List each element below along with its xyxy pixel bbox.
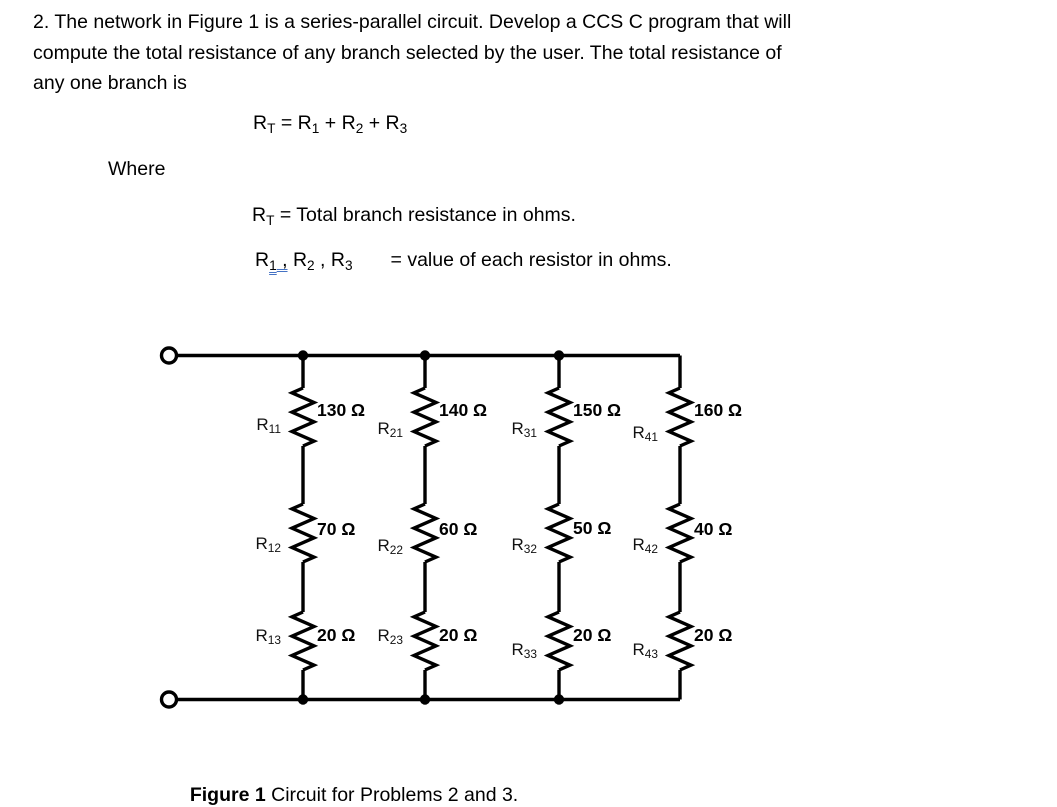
resistor-value-R22: 60 Ω <box>439 519 478 539</box>
resistor-zigzag-3-3 <box>548 612 570 670</box>
math-subscript: 1 <box>269 257 277 273</box>
resistor-zigzag-4-1 <box>669 388 691 446</box>
resistor-zigzag-1-2 <box>292 504 314 562</box>
resistor-name-R22 <box>341 536 403 556</box>
math-base: R <box>341 112 356 134</box>
resistor-ref-subscript: 41 <box>644 430 658 445</box>
resistor-ref-subscript: 31 <box>523 426 537 441</box>
junction-dot-top-2 <box>420 350 430 360</box>
resistor-name-R32 <box>475 535 537 555</box>
resistor-zigzag-1-3 <box>292 612 314 670</box>
resistor-value-R41: 160 Ω <box>694 400 743 420</box>
resistor-value-R23: 20 Ω <box>439 625 478 645</box>
math-text: , <box>276 249 288 271</box>
resistor-ref: R <box>255 534 268 553</box>
resistor-ref-subscript: 13 <box>267 633 281 648</box>
resistor-ref-subscript: 12 <box>267 541 281 556</box>
resistor-zigzag-2-1 <box>414 388 436 446</box>
math-base: R <box>330 249 345 271</box>
math-base: R <box>255 249 270 271</box>
resistor-zigzag-2-2 <box>414 504 436 562</box>
resistor-value-R21: 140 Ω <box>439 400 488 420</box>
resistor-value-R31: 150 Ω <box>573 400 622 420</box>
problem-line-1: 2. The network in Figure 1 is a series-parallel circuit. Develop a CCS C program that will <box>33 11 792 33</box>
math-subscript: 1 <box>311 120 320 136</box>
resistor-zigzag-3-1 <box>548 388 570 446</box>
resistor-name-R31 <box>475 419 537 439</box>
resistor-value-R13: 20 Ω <box>317 625 356 645</box>
resistor-value-R12: 70 Ω <box>317 519 356 539</box>
problem-line-2: compute the total resistance of any branch selected by the user. The total resistance of <box>33 41 782 64</box>
math-text: + <box>363 112 386 134</box>
resistor-ref-subscript: 42 <box>644 542 658 557</box>
junction-dot-bottom-2 <box>420 694 430 704</box>
math-text: , <box>314 249 331 271</box>
resistor-name-R13 <box>219 626 281 646</box>
resistor-ref: R <box>632 640 645 659</box>
math-text: = <box>275 112 298 134</box>
math-base: R <box>252 204 267 226</box>
resistor-value-R33: 20 Ω <box>573 625 612 645</box>
resistor-ref: R <box>255 626 268 645</box>
where-label: Where <box>108 158 166 180</box>
resistor-name-R42 <box>596 535 658 555</box>
math-base: R <box>297 112 312 134</box>
math-subscript: T <box>266 212 275 228</box>
resistor-ref: R <box>377 536 390 555</box>
resistor-zigzag-4-2 <box>669 504 691 562</box>
resistor-ref: R <box>377 419 390 438</box>
math-text: = value of each resistor in ohms. <box>352 249 672 271</box>
math-subscript: 2 <box>307 257 315 273</box>
junction-dot-bottom-1 <box>298 694 308 704</box>
resistor-value-R43: 20 Ω <box>694 625 733 645</box>
junction-dot-bottom-3 <box>554 694 564 704</box>
resistor-ref: R <box>511 535 524 554</box>
resistor-ref-subscript: 32 <box>523 542 537 557</box>
junction-dot-top-3 <box>554 350 564 360</box>
problem-line-3: any one branch is <box>33 72 187 94</box>
resistor-ref: R <box>632 423 645 442</box>
figure-caption-text: Circuit for Problems 2 and 3. <box>265 784 519 806</box>
resistor-ref-subscript: 11 <box>268 422 281 437</box>
resistor-ref: R <box>511 419 524 438</box>
resistor-name-R21 <box>341 419 403 439</box>
resistor-zigzag-4-3 <box>669 612 691 670</box>
figure-caption-number: Figure 1 <box>189 784 266 806</box>
math-subscript: T <box>267 120 276 136</box>
terminal-bottom-left <box>162 692 177 707</box>
resistor-ref: R <box>377 626 390 645</box>
resistor-ref-subscript: 21 <box>389 426 403 441</box>
math-subscript: 3 <box>345 257 353 273</box>
resistor-ref-subscript: 22 <box>389 543 403 558</box>
resistor-name-R33 <box>475 640 537 660</box>
resistor-ref-subscript: 23 <box>389 633 403 648</box>
math-subscript: 3 <box>399 120 408 136</box>
resistor-name-R41 <box>596 423 658 443</box>
resistor-ref: R <box>511 640 524 659</box>
math-subscript: 2 <box>355 120 364 136</box>
resistor-name-R11 <box>219 415 281 435</box>
resistor-ref-subscript: 43 <box>644 647 658 662</box>
figure-caption <box>179 761 518 807</box>
resistor-value-R11: 130 Ω <box>317 400 366 420</box>
resistor-zigzag-3-2 <box>548 504 570 562</box>
math-text: = Total branch resistance in ohms. <box>274 204 576 226</box>
resistor-name-R43 <box>596 640 658 660</box>
math-base: R <box>253 112 268 134</box>
math-base: R <box>385 112 400 134</box>
resistor-zigzag-2-3 <box>414 612 436 670</box>
junction-dot-top-1 <box>298 350 308 360</box>
math-base: R <box>292 249 308 271</box>
resistor-ref: R <box>632 535 645 554</box>
terminal-top-left <box>162 348 177 363</box>
resistor-name-R23 <box>341 626 403 646</box>
resistor-name-R12 <box>219 534 281 554</box>
resistor-value-R42: 40 Ω <box>694 519 733 539</box>
resistor-value-R32: 50 Ω <box>573 518 612 538</box>
resistor-ref-subscript: 33 <box>523 647 537 662</box>
resistor-ref: R <box>256 415 269 434</box>
resistor-zigzag-1-1 <box>292 388 314 446</box>
math-text: + <box>319 112 342 134</box>
